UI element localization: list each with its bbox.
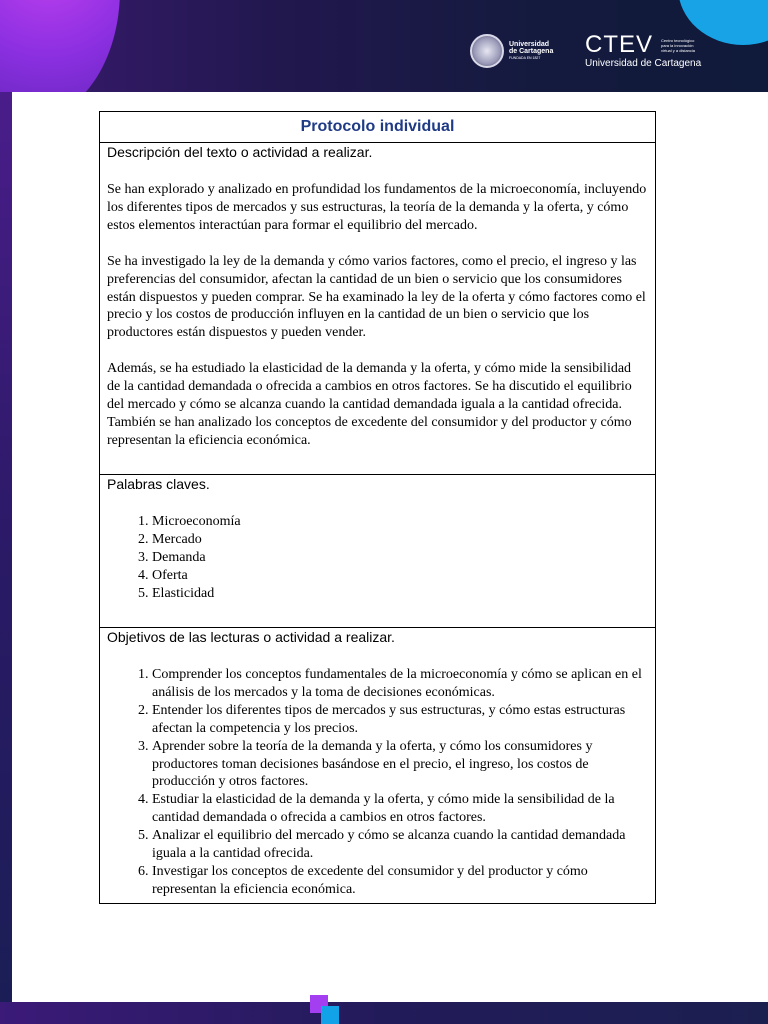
description-paragraph-2: Se ha investigado la ley de la demanda y cómo varios factores, como el precio, el ingreso y las preferencias del consumidor, afectan la cantidad de un bien o servicio que los consumidores están dispuestos y pueden comprar. Se ha examinado la ley de la oferta y cómo factores como el precio y los costos de producción influyen en la cantidad de un bien o servicio que los productores están dispuestos y pueden vender.: [107, 253, 646, 341]
universidad-logo: [470, 32, 556, 70]
list-item: 1. Microeconomía: [152, 513, 647, 531]
university-name-line2: de Cartagena: [509, 48, 554, 56]
objectives-heading: Objetivos de las lecturas o actividad a realizar.: [107, 629, 395, 645]
left-decorative-strip: [0, 92, 12, 1024]
keywords-section: [100, 475, 655, 628]
description-heading: Descripción del texto o actividad a realizar.: [107, 144, 373, 160]
university-founded: FUNDADA EN 1827: [509, 56, 541, 61]
list-item: 4. Estudiar la elasticidad de la demanda y la oferta, y cómo mide la sensibilidad de la cantidad demandada o ofrecida a cambios en otros factores.: [152, 791, 647, 827]
list-item: 6. Investigar los conceptos de excedente del consumidor y del productor y cómo representan la eficiencia económica.: [152, 863, 647, 899]
ctev-subtitle: Universidad de Cartagena: [585, 58, 702, 69]
university-seal-icon: [470, 34, 504, 68]
ctev-logo: [585, 31, 705, 70]
document-title: Protocolo individual: [300, 118, 455, 135]
title-row: [100, 112, 655, 143]
list-item: 3. Aprender sobre la teoría de la demanda y la oferta, y cómo los consumidores y productores toman decisiones basándose en el precio, el ingreso, los costos de producción y otros factores.: [152, 738, 647, 792]
description-section: [100, 143, 655, 475]
list-item: 3. Demanda: [152, 549, 647, 567]
decorative-purple-shape: [0, 0, 120, 92]
ctev-tagline: Centro tecnológico para la innovación virtual y a distancia: [661, 38, 696, 53]
list-item: 4. Oferta: [152, 567, 647, 585]
objectives-section: [100, 628, 655, 903]
description-paragraph-3: Además, se ha estudiado la elasticidad de la demanda y la oferta, y cómo mide la sensibilidad de la cantidad demandada o ofrecida a cambios en otros factores. Se ha discutido el equilibrio del mercado y cómo se alcanza cuando la cantidad demandada iguala a la cantidad ofrecida. También se han analizado los conceptos de excedente del consumidor y del productor y cómo representan la eficiencia económica.: [107, 361, 632, 448]
university-name-line1: Universidad: [509, 41, 550, 49]
ctev-brand: CTEV: [585, 31, 654, 58]
description-paragraph-1: Se han explorado y analizado en profundidad los fundamentos de la microeconomía, incluyendo los diferentes tipos de mercados y sus estructuras, la teoría de la demanda y la oferta, y cómo estos elementos interactúan para formar el equilibrio del mercado.: [107, 182, 647, 233]
keywords-heading: Palabras claves.: [107, 476, 210, 492]
list-item: 2. Mercado: [152, 531, 647, 549]
list-item: 5. Analizar el equilibrio del mercado y cómo se alcanza cuando la cantidad demandada iguala a la cantidad ofrecida.: [152, 827, 647, 863]
objectives-list: [107, 666, 647, 899]
keywords-list: [107, 513, 647, 603]
list-item: 5. Elasticidad: [152, 585, 647, 603]
list-item: 2. Entender los diferentes tipos de mercados y sus estructuras, y cómo estas estructuras afectan la competencia y los precios.: [152, 702, 647, 738]
decorative-blue-square: [321, 1006, 339, 1024]
protocol-table: [99, 111, 656, 904]
header-banner: [0, 0, 768, 92]
bottom-decorative-strip: [0, 1002, 768, 1024]
list-item: 1. Comprender los conceptos fundamentales de la microeconomía y cómo se aplican en el análisis de los mercados y la toma de decisiones económicas.: [152, 666, 647, 702]
